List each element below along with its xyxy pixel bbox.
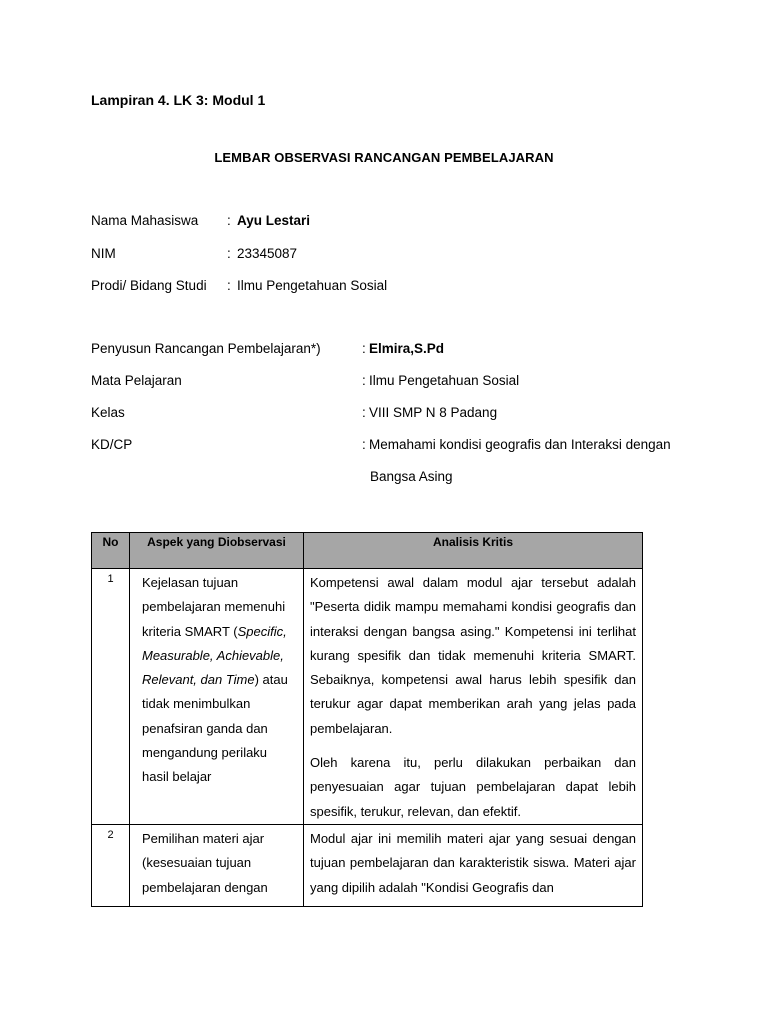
info-colon: : [227,246,231,261]
aspect-text: Pemilihan materi ajar (kesesuaian tujuan pembelajaran dengan [142,830,268,895]
info-label-mapel: Mata Pelajaran [91,373,182,388]
info-value-nim: 23345087 [237,246,298,261]
info-colon: : [362,405,366,420]
info-label-nim: NIM [91,246,116,261]
info-value-mapel: Ilmu Pengetahuan Sosial [369,373,520,388]
info-label-kelas: Kelas [91,405,125,420]
aspect-cell [130,824,304,906]
info-colon: : [362,341,366,356]
column-header-no: No [92,533,130,569]
info-value-prodi: Ilmu Pengetahuan Sosial [237,278,388,293]
analysis-cell [304,824,643,906]
info-colon: : [227,278,231,293]
observation-table [91,532,643,907]
smart-criteria-text: Specific, Measurable, Achievable, Relevant, dan Time [142,623,287,688]
aspect-cell [130,569,304,825]
analysis-paragraph: Modul ajar ini memilih materi ajar yang sesuai dengan tujuan pembelajaran dan karakteristik siswa. Materi ajar yang dipilih adalah "Kondisi Geografis dan [310,830,636,895]
column-header-aspek: Aspek yang Diobservasi [130,533,304,569]
info-colon: : [362,373,366,388]
info-value-kdcp-line1: Memahami kondisi geografis dan Interaksi dengan [369,437,671,452]
row-number: 1 [92,569,130,825]
info-value-kelas: VIII SMP N 8 Padang [369,405,498,420]
info-value-nama: Ayu Lestari [237,213,311,228]
analysis-cell [304,569,643,825]
row-number: 2 [92,824,130,906]
page-title: Lampiran 4. LK 3: Modul 1 [91,92,266,108]
info-label-penyusun: Penyusun Rancangan Pembelajaran*) [91,341,321,356]
info-label-kdcp: KD/CP [91,437,133,452]
document-heading: LEMBAR OBSERVASI RANCANGAN PEMBELAJARAN [214,150,554,165]
info-label-prodi: Prodi/ Bidang Studi [91,278,207,293]
info-colon: : [227,213,231,228]
column-header-analisis: Analisis Kritis [304,533,643,569]
info-value-kdcp-line2: Bangsa Asing [370,469,453,484]
info-colon: : [362,437,366,452]
aspect-text-cont: ) atau tidak menimbulkan penafsiran ganda dan mengandung perilaku hasil belajar [142,672,288,785]
info-value-penyusun: Elmira,S.Pd [369,341,445,356]
table-row [92,569,643,825]
info-label-nama: Nama Mahasiswa [91,213,199,228]
table-row [92,824,643,906]
analysis-paragraph: Kompetensi awal dalam modul ajar tersebut adalah "Peserta didik mampu memahami kondisi geografis dan interaksi dengan bangsa asing." Kompetensi ini terlihat kurang spesifik dan tidak memenuhi kriteria SMART. Sebaiknya, kompetensi awal harus lebih spesifik dan terukur agar dapat memberikan arah yang jelas pada pembelajaran. [310,575,636,736]
table-header-row [92,533,643,569]
analysis-paragraph: Oleh karena itu, perlu dilakukan perbaikan dan penyesuaian agar tujuan pembelajaran dapat lebih spesifik, terukur, relevan, dan efektif. [310,755,636,819]
aspect-text: Kejelasan tujuan pembelajaran memenuhi kriteria SMART ( [142,575,286,639]
